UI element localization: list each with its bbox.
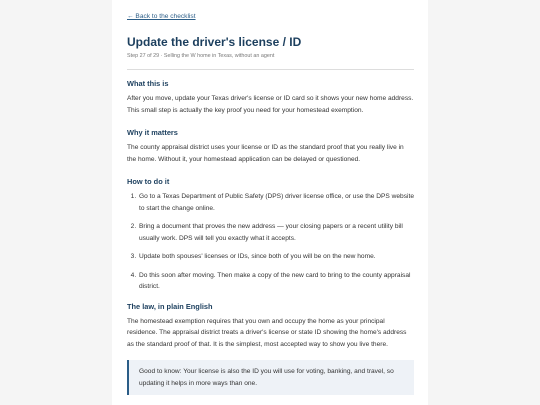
step-item: 2. Bring a document that proves the new address — your closing papers or a recent utility bill usually work. DPS will tell you exactly what it accepts.: [138, 221, 414, 244]
section-heading: What this is: [127, 79, 169, 88]
step-item: 1. Go to a Texas Department of Public Safety (DPS) driver license office, or use the DPS website to start the change online.: [138, 191, 414, 214]
section-body: The county appraisal district uses your license or ID as the standard proof that you really live in the home. Without it, your homestead application can be delayed or questioned.: [127, 144, 404, 163]
section-heading: Why it matters: [127, 128, 178, 137]
divider: [127, 69, 414, 70]
article-page: [112, 0, 428, 405]
step-item: 4. Do this soon after moving. Then make a copy of the new card to bring to the county appraisal district.: [138, 270, 414, 293]
section-body: The homestead exemption requires that you own and occupy the home as your principal residence. The appraisal district treats a driver's license or state ID showing the home's address as the standard proof of that. It is the simplest, most accepted way to show you live there.: [127, 317, 407, 348]
section-heading: The law, in plain English: [127, 301, 213, 311]
section-heading: How to do it: [127, 177, 170, 186]
steps-list: [127, 191, 414, 293]
section-how-to-do-it: [127, 177, 414, 293]
step-meta: Step 27 of 29 · Selling the W home in Texas, without an agent: [127, 53, 275, 59]
section-law: [127, 302, 414, 351]
callout-text: Good to know: Your license is also the ID you will use for voting, banking, and travel, so updating it helps in more ways than one.: [139, 368, 394, 387]
page-title: Update the driver's license / ID: [127, 35, 302, 49]
good-to-know-callout: [127, 360, 414, 395]
section-body: After you move, update your Texas driver's license or ID card so it shows your new home address. This small step is actually the key proof you need for your homestead exemption.: [127, 95, 414, 114]
step-item: 3. Update both spouses' licenses or IDs, since both of you will be on the new home.: [138, 251, 414, 263]
section-why-it-matters: [127, 128, 414, 165]
back-to-checklist-link[interactable]: ← Back to the checklist: [127, 13, 196, 20]
section-what-this-is: [127, 79, 414, 116]
